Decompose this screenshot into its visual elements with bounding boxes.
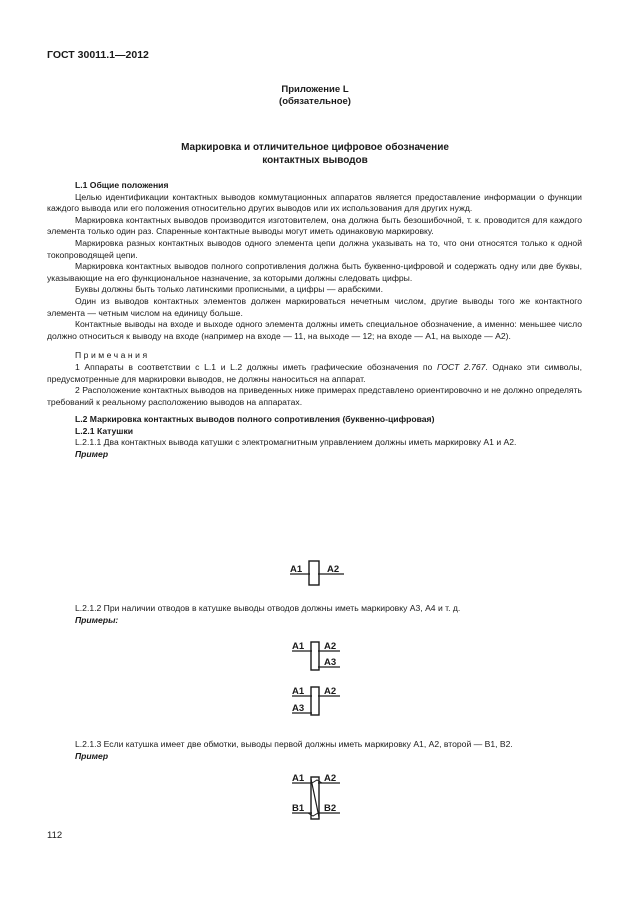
diagram-3-label-a1: A1 — [292, 686, 305, 697]
l21-heading: L.2.1 Катушки — [75, 425, 134, 436]
l1-paragraph-7: Контактные выводы на входе и выходе одного элемента должны иметь специальное обозначение, а именно: меньшее число должно относиться к выводу на входе (например на входе — 11, на выходе — 12; на входе — А1, на выходе — А2). — [47, 319, 582, 341]
note-2: 2 Расположение контактных выводов на приведенных ниже примерах представлено ориентировочно и не должно определять требований к реальному расположению выводов на аппаратах. — [47, 385, 582, 407]
l212-text: L.2.1.2 При наличии отводов в катушке выводы отводов должны иметь маркировку А3, А4 и т. д. — [75, 603, 461, 613]
note-1 — [47, 362, 582, 385]
annex-status: (обязательное) — [279, 96, 351, 107]
l1-paragraph-2: Маркировка контактных выводов производится изготовителем, она должна быть безошибочной, т. к. проводится для каждого элемента только один раз. Спаренные контактные выводы могут иметь одинаковую маркировку. — [47, 214, 582, 237]
l1-paragraph-4: Маркировка контактных выводов полного сопротивления должна быть буквенно-цифровой и содержать одну или две буквы, указывающие на его функциональное назначение, за которыми должны следовать цифры. — [47, 261, 582, 283]
note-1-text-b: . Однако эти символы, предусмотренные для маркировки выводов, не должны наноситься на аппарат. — [47, 361, 582, 384]
coil-symbol — [309, 561, 319, 585]
example-1-label: Пример — [75, 449, 109, 460]
section-l1 — [47, 180, 582, 461]
diagram-2-label-a2: A2 — [324, 641, 337, 652]
diagram-4-label-a2: A2 — [324, 773, 337, 784]
section-l212 — [47, 603, 582, 626]
l1-paragraph-6: Один из выводов контактных элементов должен маркироваться нечетным числом, другие выводы того же контактного элемента — четным числом на единицу больше. — [47, 295, 582, 318]
l2-heading: L.2 Маркировка контактных выводов полного сопротивления (буквенно-цифровая) — [75, 414, 435, 425]
diagram-2-label-a1: A1 — [292, 641, 305, 652]
annex-heading — [0, 84, 630, 108]
diagram-1-label-a2: A2 — [327, 564, 340, 575]
diagram-3-label-a3: A3 — [292, 703, 305, 714]
page-number: 112 — [47, 830, 63, 841]
note-1-text-a: 1 Аппараты в соответствии с L.1 и L.2 должны иметь графические обозначения по — [75, 361, 437, 372]
l1-paragraph-1: Целью идентификации контактных выводов коммутационных аппаратов является предоставление информации о функции каждого вывода или его положения относительно других выводов или их использования для других нужд. — [47, 191, 582, 214]
section-title-line2: контактных выводов — [262, 155, 368, 166]
annex-title: Приложение L — [281, 84, 349, 95]
diagram-4-label-a1: A1 — [292, 773, 305, 784]
l1-paragraph-3: Маркировка разных контактных выводов одного элемента цепи должна указывать на то, что они относятся только к одной токопроводящей цепи. — [47, 237, 582, 260]
diagram-2-label-a3: A3 — [324, 657, 337, 668]
l211-text: L.2.1.1 Два контактных вывода катушки с электромагнитным управлением должны иметь маркировку А1 и А2. — [75, 437, 517, 448]
section-title — [0, 141, 630, 167]
l1-heading: L.1 Общие положения — [75, 180, 169, 190]
coil-symbol — [311, 687, 319, 715]
coil-diagram-2 — [290, 638, 350, 674]
l1-paragraph-5: Буквы должны быть только латинскими прописными, а цифры — арабскими. — [75, 284, 383, 295]
example-3-label: Пример — [75, 750, 109, 761]
section-title-line1: Маркировка и отличительное цифровое обозначение — [181, 142, 449, 153]
diagram-3-label-a2: A2 — [324, 686, 337, 697]
document-header: ГОСТ 30011.1—2012 — [47, 49, 149, 61]
coil-symbol — [311, 642, 319, 670]
example-2-label: Примеры: — [75, 614, 119, 625]
coil-diagram-1 — [288, 558, 348, 592]
coil-diagram-3 — [290, 684, 350, 720]
diagram-1-label-a1: A1 — [290, 564, 303, 575]
section-l213 — [47, 739, 582, 762]
note-1-reference: ГОСТ 2.767 — [436, 361, 486, 372]
notes-heading: Примечания — [75, 350, 150, 361]
l213-text: L.2.1.3 Если катушка имеет две обмотки, выводы первой должны иметь маркировку А1, А2, второй — В1, В2. — [75, 739, 513, 749]
diagram-4-label-b1: B1 — [292, 803, 305, 814]
diagram-4-label-b2: B2 — [324, 803, 337, 814]
coil-diagram-4 — [290, 771, 350, 825]
